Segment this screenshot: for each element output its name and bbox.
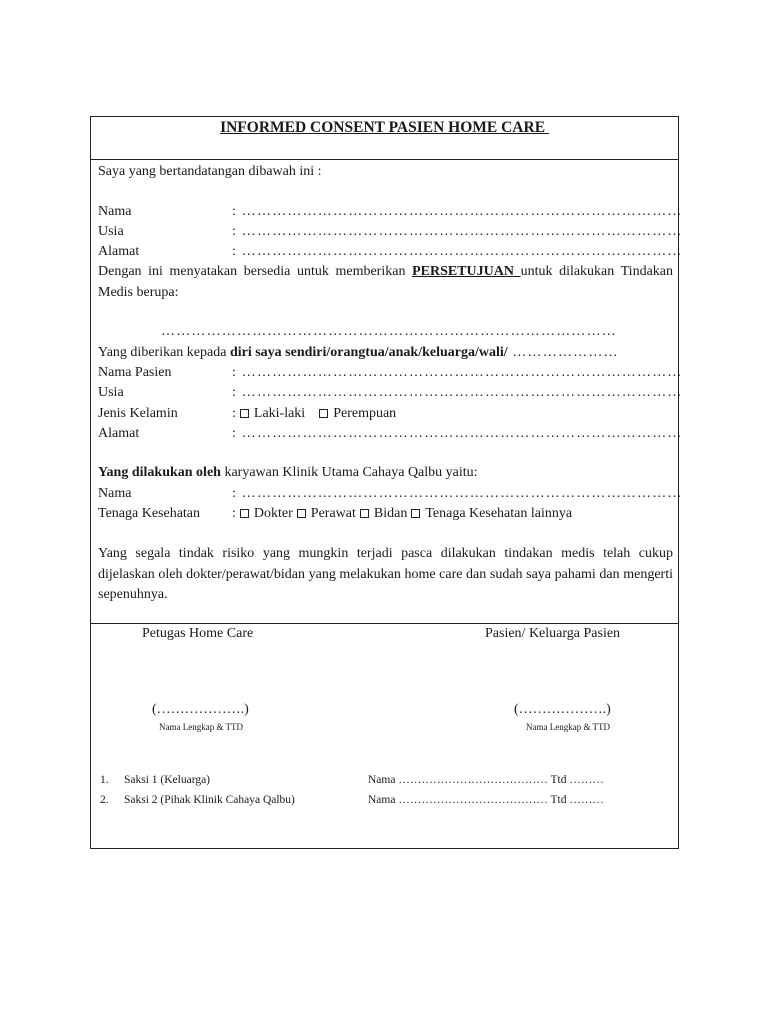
witness-1-label: Saksi 1 (Keluarga) — [124, 774, 211, 786]
witness-2-number: 2. — [100, 794, 109, 806]
name-field[interactable]: : …………………………………………………………………………… — [232, 204, 683, 219]
title-divider — [91, 159, 678, 160]
officer-signature-blank[interactable]: (……………….) — [152, 702, 249, 717]
officer-signature-caption: Nama Lengkap & TTD — [158, 722, 244, 732]
patient-age-label: Usia — [98, 385, 124, 400]
form-title: INFORMED CONSENT PASIEN HOME CARE — [220, 119, 549, 136]
checkbox-laki-laki[interactable] — [240, 409, 249, 418]
gender-options: : Laki-laki Perempuan — [232, 406, 397, 421]
health-worker-label: Tenaga Kesehatan — [98, 506, 201, 521]
patient-name-label: Nama Pasien — [98, 365, 172, 380]
consent-statement: Dengan ini menyatakan bersedia untuk memberikan PERSETUJUAN untuk dilakukan Tindakan Medis berupa: — [98, 264, 673, 300]
patient-address-label: Alamat — [98, 426, 140, 441]
checkbox-bidan[interactable] — [360, 509, 369, 518]
gender-label: Jenis Kelamin — [98, 406, 178, 421]
health-worker-options: : Dokter Perawat Bidan Tenaga Kesehatan lainnya — [232, 506, 573, 521]
performer-name-label: Nama — [98, 486, 132, 501]
address-label: Alamat — [98, 244, 140, 259]
witness-1-name-field[interactable]: Nama ………………………………… Ttd ……… — [368, 774, 604, 786]
performer-heading: Yang dilakukan oleh karyawan Klinik Utama Cahaya Qalbu yaitu: — [98, 465, 478, 480]
checkbox-tenaga-kesehatan-lainnya[interactable] — [411, 509, 420, 518]
witness-2-label: Saksi 2 (Pihak Klinik Cahaya Qalbu) — [124, 794, 295, 806]
address-field[interactable]: : …………………………………………………………………………… — [232, 244, 683, 259]
intro-text: Saya yang bertandatangan dibawah ini : — [98, 164, 322, 179]
age-label: Usia — [98, 224, 124, 239]
name-label: Nama — [98, 204, 132, 219]
given-to-line: Yang diberikan kepada diri saya sendiri/orangtua/anak/keluarga/wali/ ………………… — [98, 345, 619, 360]
consent-form — [90, 116, 683, 849]
performer-name-field[interactable]: : …………………………………………………………………………… — [232, 486, 683, 501]
patient-address-field[interactable]: : …………………………………………………………………………… — [232, 426, 683, 441]
patient-signature-title: Pasien/ Keluarga Pasien — [485, 626, 621, 641]
checkbox-dokter[interactable] — [240, 509, 249, 518]
officer-signature-title: Petugas Home Care — [142, 626, 254, 641]
witness-2-name-field[interactable]: Nama ………………………………… Ttd ……… — [368, 794, 604, 806]
patient-signature-caption: Nama Lengkap & TTD — [525, 722, 611, 732]
patient-name-field[interactable]: : …………………………………………………………………………… — [232, 365, 683, 380]
patient-age-field[interactable]: : …………………………………………………………………………… — [232, 385, 683, 400]
age-field[interactable]: : …………………………………………………………………………… — [232, 224, 683, 239]
risk-statement: Yang segala tindak risiko yang mungkin terjadi pasca dilakukan tindakan medis telah cukup dijelaskan oleh dokter/perawat/bidan yang melakukan home care dan sudah saya pahami dan mengerti sepenuhnya. — [98, 546, 673, 602]
procedure-field[interactable]: ……………………………………………………………………………… — [161, 324, 617, 339]
checkbox-perempuan[interactable] — [319, 409, 328, 418]
witness-1-number: 1. — [100, 774, 109, 786]
signature-divider — [91, 623, 678, 624]
patient-signature-blank[interactable]: (……………….) — [514, 702, 611, 717]
consent-keyword: PERSETUJUAN — [412, 264, 521, 279]
checkbox-perawat[interactable] — [297, 509, 306, 518]
